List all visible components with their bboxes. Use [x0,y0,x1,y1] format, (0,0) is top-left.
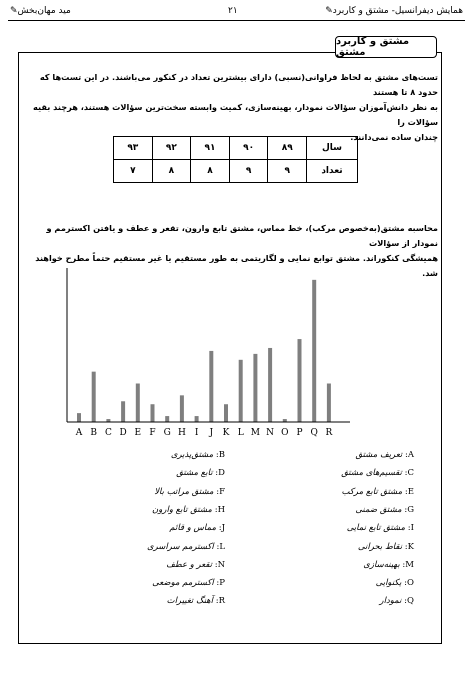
topic-frequency-chart [55,262,355,442]
legend-item [358,542,414,552]
legend-value: یکنوایی [375,578,405,589]
table-cell: ۸ [191,160,230,183]
table-cell: ۸ [152,160,191,183]
legend-key: D: [215,468,225,479]
table-cell: ۹۱ [191,137,230,160]
tick-label-P: P [296,428,303,438]
legend-item [341,468,414,478]
header-title: ✎همایش دیفرانسیل- مشتق و کاربرد [325,6,463,16]
legend-value: مشتق‌پذیری [170,450,216,460]
bar-F [151,404,155,422]
bar-R [327,384,331,423]
legend-key: K: [404,541,414,552]
header-author: ✎مید مهان‌بخش [10,6,71,16]
legend-key: B: [215,450,225,460]
legend-item [166,560,225,570]
para-line: محاسبه مشتق(به‌خصوص مرکب)، خط مماس، مشتق تابع وارون، تقعر و عطف و یافتن اکسترمم و نمودار از سؤالات [46,223,438,248]
table-cell: ۹۲ [152,137,191,160]
legend-item [152,505,225,515]
legend-value: مشتق مراتب بالا [154,486,217,497]
table-row [114,160,358,183]
tick-label-M: M [250,428,261,438]
tick-label-A: A [75,428,83,438]
legend-item [342,487,414,497]
legend-key: H: [214,504,225,515]
legend-value: تقسیم‌های مشتق [341,468,405,479]
bar-A [77,413,81,422]
legend-key: N: [214,559,225,570]
legend-value: اکسترمم موضعی [152,578,217,589]
legend-item [176,468,225,478]
tick-label-F: F [149,428,156,438]
tick-label-K: K [222,428,230,438]
bar-M [253,354,257,422]
intro-line: تست‌های مشتق به لحاظ فراوانی(نسبی) دارای بیشترین تعداد در کنکور می‌باشند. در این تست‌ها که حدود ۸ تا هستند [39,72,438,97]
table-cell: ۹۳ [114,137,153,160]
legend-key: Q: [404,596,414,607]
table-header-cell: سال [307,137,358,160]
page-number: ۲۱ [228,6,238,16]
tick-label-R: R [325,428,333,438]
legend-key: F: [216,486,225,497]
legend-item [169,523,225,533]
legend-value: نمودار [379,596,405,607]
bar-B [92,372,96,422]
legend-key: G: [404,504,414,515]
legend-value: بهینه‌سازی [363,559,403,570]
bar-N [268,348,272,422]
legend-key: P: [216,578,225,589]
legend-item [154,487,225,497]
legend-value: تعریف مشتق [355,450,405,460]
bar-D [121,401,125,422]
years-table [113,136,358,183]
bar-K [224,404,228,422]
tick-label-I: I [194,428,199,438]
legend-value: اکسترمم سراسری [146,541,217,552]
chart-legend [40,450,420,615]
legend-key: C: [404,468,414,479]
legend-item [147,542,225,552]
tick-label-O: O [281,428,289,438]
bar-I [195,416,199,422]
tick-label-H: H [177,428,186,438]
section-title: مشتق و کاربرد مشتق [335,36,437,58]
legend-value: آهنگ تغییرات [166,596,216,607]
legend-item [355,450,414,460]
legend-item [363,560,414,570]
legend-value: نقاط بحرانی [357,541,405,552]
legend-key: R: [215,596,225,607]
tick-label-B: B [90,428,98,438]
legend-item [171,450,225,460]
header-divider [8,20,465,21]
legend-value: مشتق ضمنی [355,504,405,515]
bar-Q [312,280,316,422]
legend-item [167,596,225,606]
legend-item [152,578,225,588]
para-line: همیشگی کنکوراند. مشتق توابع نمایی و لگاریتمی به طور مستقیم یا غیر مستقیم حتماً مطرح خواهند شد. [35,253,438,278]
table-cell: ۷ [114,160,153,183]
legend-key: L: [216,541,225,552]
tick-label-L: L [237,428,244,438]
tick-label-G: G [163,428,171,438]
table-cell: ۹۰ [229,137,268,160]
legend-value: تابع مشتق [176,468,216,479]
legend-value: مماس و قائم [169,523,219,534]
tick-label-E: E [134,428,142,438]
legend-key: O: [404,578,414,589]
legend-item [355,505,414,515]
legend-item [347,523,414,533]
table-header-cell: تعداد [307,160,358,183]
intro-line: چندان ساده نمی‌دانند. [350,132,438,142]
bar-J [209,351,213,422]
legend-key: M: [402,559,414,570]
legend-item [380,596,414,606]
bar-P [298,339,302,422]
legend-key: I: [407,523,414,534]
tick-label-N: N [266,428,275,438]
tick-label-Q: Q [310,428,318,438]
legend-item [376,578,414,588]
table-cell: ۸۹ [268,137,307,160]
legend-value: تقعر و عطف [166,559,215,570]
legend-value: مشتق تابع مرکب [341,486,405,497]
table-cell: ۹ [229,160,268,183]
tick-label-D: D [119,428,127,438]
legend-key: A: [404,450,414,460]
legend-value: مشتق تابع نمایی [346,523,408,534]
legend-key: J: [218,523,225,534]
bar-L [239,360,243,422]
bar-H [180,395,184,422]
legend-key: E: [404,486,414,497]
table-row [114,137,358,160]
intro-paragraph [26,70,438,145]
table-cell: ۹ [268,160,307,183]
legend-value: مشتق تابع وارون [152,504,215,515]
bar-G [165,416,169,422]
bar-E [136,384,140,423]
tick-label-J: J [209,428,214,438]
intro-line: به نظر دانش‌آموزان سؤالات نمودار، بهینه‌سازی، کمیت وابسته سخت‌ترین سؤالات هستند، هرچند بقیه سؤالات را [33,102,438,127]
tick-label-C: C [104,428,112,438]
